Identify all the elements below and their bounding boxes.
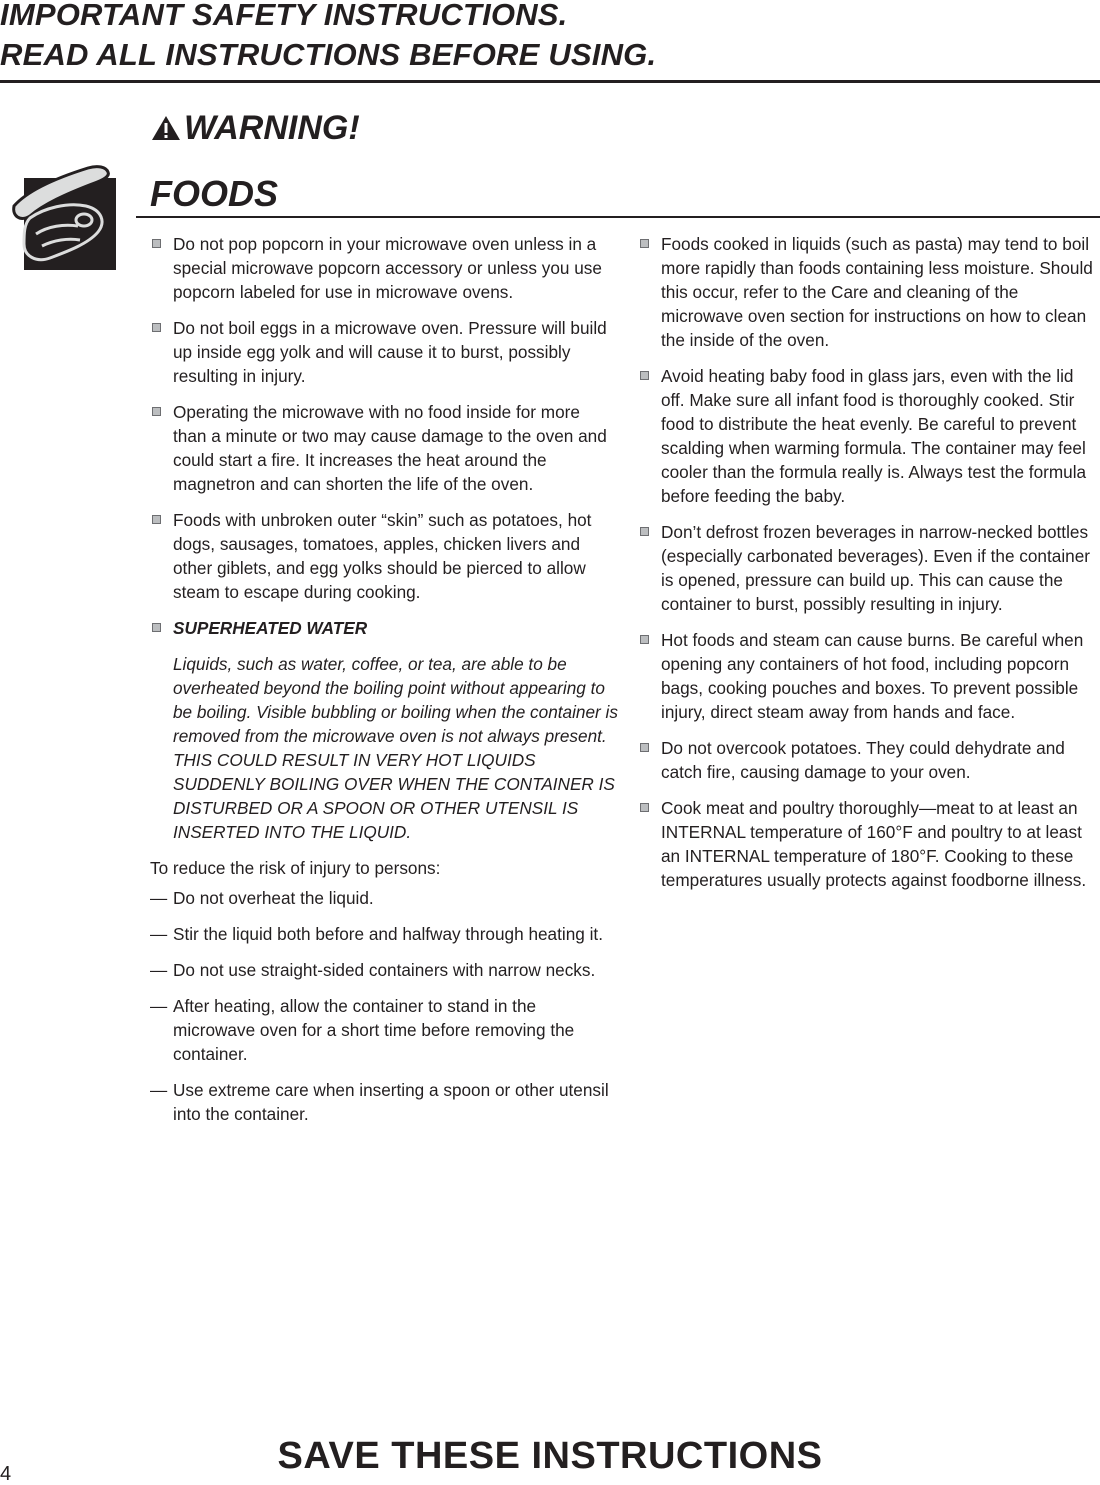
list-item: Foods with unbroken outer “skin” such as potatoes, hot dogs, sausages, tomatoes, apples, chicken livers and other giblets, and egg yolks should be pierced to allow steam to escape during cooking. [150,508,618,604]
reduce-risk-intro: To reduce the risk of injury to persons: [150,858,441,878]
list-item: Do not overcook potatoes. They could dehydrate and catch fire, causing damage to your oven. [638,736,1100,784]
warning-label: WARNING! [184,109,360,147]
save-instructions-footer: SAVE THESE INSTRUCTIONS [277,1435,823,1477]
dash-marker: — [150,924,168,944]
list-item: Foods cooked in liquids (such as pasta) may tend to boil more rapidly than foods containing less moisture. Should this occur, refer to the Care and cleaning of the microwave oven section for instructions on how to clean the inside of the oven. [638,232,1100,352]
square-bullet-icon [640,635,649,644]
section-title: FOODS [150,173,279,214]
warning-heading [150,108,360,148]
list-item: Do not boil eggs in a microwave oven. Pressure will build up inside egg yolk and will cause it to burst, possibly resulting in injury. [150,316,618,388]
square-bullet-icon [640,803,649,812]
square-bullet-icon [152,239,161,248]
dash-marker: — [150,960,168,980]
dash-list-item: — Use extreme care when inserting a spoon or other utensil into the container. [150,1080,609,1124]
food-meat-icon [8,160,120,277]
square-bullet-icon [640,743,649,752]
dash-list-item: — Stir the liquid both before and halfway through heating it. [150,924,603,944]
list-item: Do not pop popcorn in your microwave oven unless in a special microwave popcorn accessory or unless you use popcorn labeled for use in microwave ovens. [150,232,618,304]
list-item: Don’t defrost frozen beverages in narrow-necked bottles (especially carbonated beverages). Even if the container is opened, pressure can build up. This can cause the container to burst, possibly resulting in injury. [638,520,1100,616]
header-title-line2: READ ALL INSTRUCTIONS BEFORE USING. [0,37,657,72]
dash-list-item: — Do not use straight-sided containers with narrow necks. [150,960,596,980]
superheated-water-heading: SUPERHEATED WATER [173,618,368,638]
list-item: Hot foods and steam can cause burns. Be careful when opening any containers of hot food, including popcorn bags, cooking pouches and boxes. To prevent possible injury, direct steam away from hands and face. [638,628,1100,724]
page-number: 4 [0,1463,12,1485]
right-column [638,232,1100,904]
square-bullet-icon [640,371,649,380]
dash-list-item: — After heating, allow the container to stand in the microwave oven for a short time before removing the container. [150,996,575,1064]
square-bullet-icon [640,527,649,536]
list-item: Operating the microwave with no food inside for more than a minute or two may cause damage to the oven and could start a fire. It increases the heat around the magnetron and can shorten the life of the oven. [150,400,618,496]
list-item: Avoid heating baby food in glass jars, even with the lid off. Make sure all infant food is thoroughly cooked. Stir food to distribute the heat evenly. Be careful to prevent scalding when warming formula. The container may feel cooler than the formula really is. Always test the formula before feeding the baby. [638,364,1100,508]
square-bullet-icon [152,407,161,416]
section-divider [136,216,1100,218]
list-item: Cook meat and poultry thoroughly—meat to at least an INTERNAL temperature of 160°F and poultry to at least an INTERNAL temperature of 180°F. Cooking to these temperatures usually protects against foodborne illness. [638,796,1100,892]
dash-marker: — [150,996,168,1016]
dash-marker: — [150,888,168,908]
dash-marker: — [150,1080,168,1100]
dash-list-item: — Do not overheat the liquid. [150,888,374,908]
header-title-line1: IMPORTANT SAFETY INSTRUCTIONS. [0,0,568,32]
header-divider [0,80,1100,83]
square-bullet-icon [152,623,161,632]
square-bullet-icon [152,515,161,524]
left-column [150,232,618,1138]
superheated-water-item [150,616,618,844]
square-bullet-icon [152,323,161,332]
warning-triangle-icon [150,114,182,142]
square-bullet-icon [640,239,649,248]
superheated-water-body: Liquids, such as water, coffee, or tea, are able to be overheated beyond the boiling point without appearing to be boiling. Visible bubbling or boiling when the container is removed from the microwave oven is not always present. THIS COULD RESULT IN VERY HOT LIQUIDS SUDDENLY BOILING OVER WHEN THE CONTAINER IS DISTURBED OR A SPOON OR OTHER UTENSIL IS INSERTED INTO THE LIQUID. [173,654,618,842]
